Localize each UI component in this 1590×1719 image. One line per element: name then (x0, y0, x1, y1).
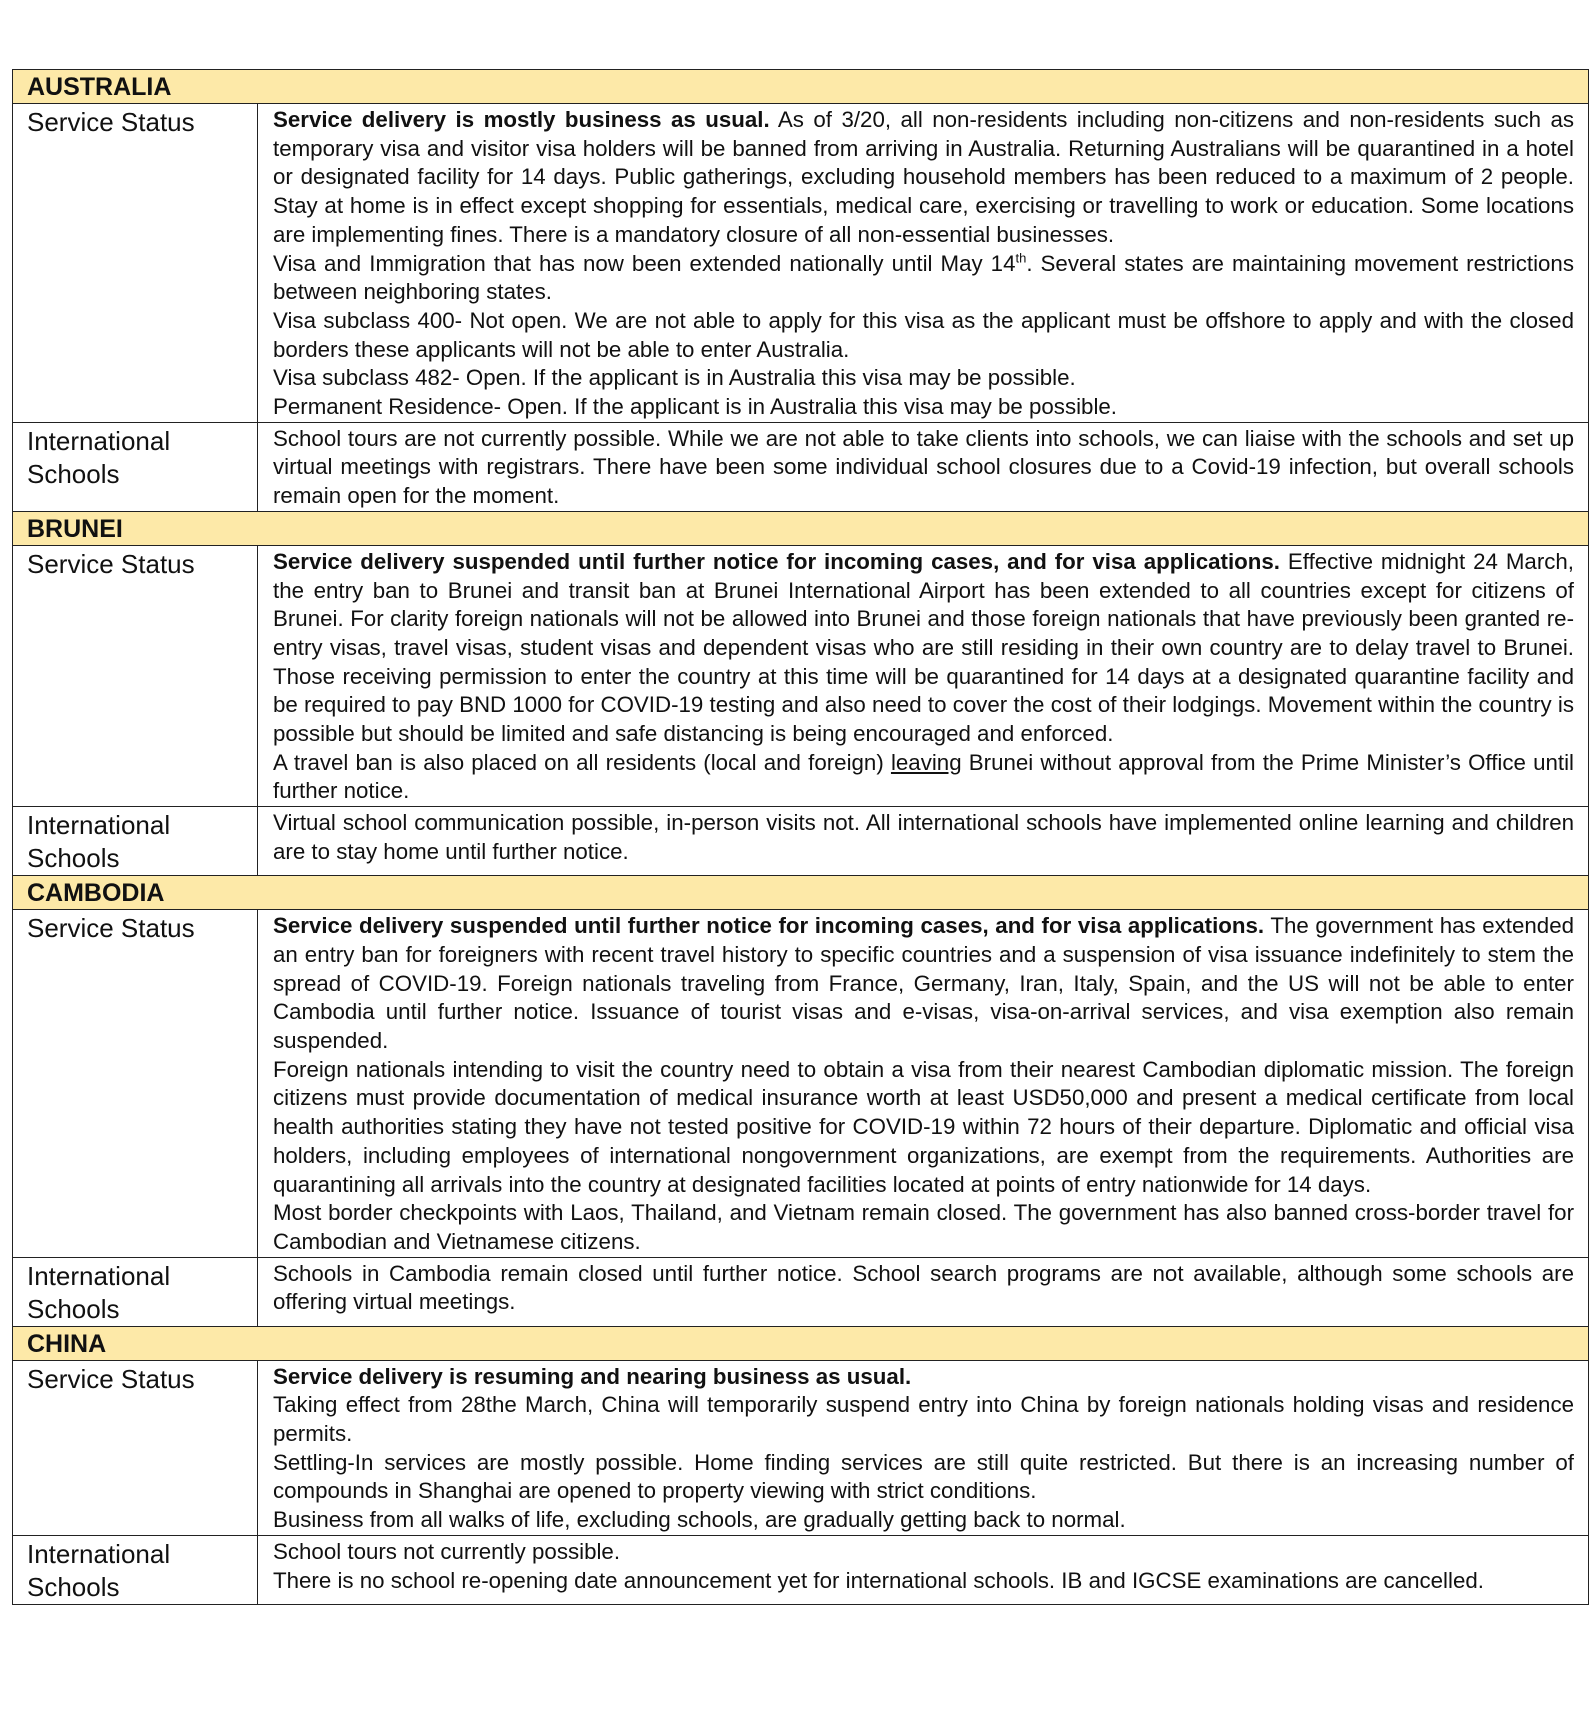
service-status-row (13, 1360, 1589, 1535)
paragraph: Visa subclass 482- Open. If the applicant is in Australia this visa may be possible. (273, 365, 1076, 391)
international-schools-text (258, 1257, 1589, 1326)
paragraph: Settling-In services are mostly possible. Home finding services are still quite restricted. But there is an increasing number of compounds in Shanghai are opened to property viewing with strict conditions. (273, 1449, 1574, 1504)
paragraph: Taking effect from 28the March, China will temporarily suspend entry into China by foreign nationals holding visas and residence permits. (273, 1392, 1574, 1447)
row-label-service-status: Service Status (13, 910, 258, 1257)
service-status-text (258, 1360, 1589, 1535)
paragraph: Schools in Cambodia remain closed until further notice. School search programs are not available, although some schools are offering virtual meetings. (273, 1260, 1574, 1315)
international-schools-text (258, 1535, 1589, 1604)
text-span: Visa and Immigration that has now been extended nationally until May 14 (273, 250, 1016, 276)
paragraph: There is no school re-opening date announcement yet for international schools. IB and IGCSE examinations are cancelled. (273, 1567, 1484, 1593)
country-header-row (13, 70, 1589, 104)
international-schools-text (258, 807, 1589, 876)
service-status-row (13, 910, 1589, 1257)
paragraph (273, 106, 1574, 250)
ordinal-suffix: th (1015, 250, 1027, 266)
paragraph (273, 250, 1574, 307)
international-schools-row (13, 807, 1589, 876)
country-name: CAMBODIA (13, 876, 1589, 910)
paragraph (273, 912, 1574, 1056)
country-name: AUSTRALIA (13, 70, 1589, 104)
paragraph: School tours are not currently possible. While we are not able to take clients into schools, we can liaise with the schools and set up virtual meetings with registrars. There have been some individual school closures due to a Covid-19 infection, but overall schools remain open for the moment. (273, 425, 1574, 509)
international-schools-row (13, 1257, 1589, 1326)
country-name: CHINA (13, 1326, 1589, 1360)
status-lead: Service delivery suspended until further notice for incoming cases, and for visa applications. (273, 913, 1265, 939)
text-span: The government has extended an entry ban for foreigners with recent travel history to specific countries and a suspension of visa issuance indefinitely to stem the spread of COVID-19. Foreign nationals traveling from France, Germany, Iran, Italy, Spain, and the US will not be able to enter Cambodia until further notice. Issuance of tourist visas and e-visas, visa-on-arrival services, and visa exemption also remain suspended. (273, 913, 1574, 1053)
service-status-text (258, 104, 1589, 423)
row-label-international-schools: International Schools (13, 1535, 258, 1604)
paragraph: Visa subclass 400- Not open. We are not able to apply for this visa as the applicant must be offshore to apply and with the closed borders these applicants will not be able to enter Australia. (273, 307, 1574, 362)
row-label-international-schools: International Schools (13, 807, 258, 876)
paragraph: Foreign nationals intending to visit the country need to obtain a visa from their nearest Cambodian diplomatic mission. The foreign citizens must provide documentation of medical insurance worth at least USD50,000 and present a medical certificate from local health authorities stating they have not tested positive for COVID-19 within 72 hours of their departure. Diplomatic and official visa holders, including employees of international nongovernment organizations, are exempt from the requirements. Authorities are quarantining all arrivals into the country at designated facilities located at points of entry nationwide for 14 days. (273, 1056, 1574, 1197)
text-span: . Several states are maintaining movement restrictions between neighboring states. (273, 250, 1574, 305)
status-lead: Service delivery is mostly business as usual. (273, 107, 770, 132)
paragraph: Virtual school communication possible, in-person visits not. All international schools have implemented online learning and children are to stay home until further notice. (273, 810, 1574, 864)
row-label-service-status: Service Status (13, 1360, 258, 1535)
row-label-service-status: Service Status (13, 545, 258, 806)
service-status-text (258, 545, 1589, 806)
status-lead: Service delivery suspended until further notice for incoming cases, and for visa applications. (273, 548, 1280, 574)
service-status-row (13, 545, 1589, 806)
international-schools-row (13, 1535, 1589, 1604)
row-label-international-schools: International Schools (13, 1257, 258, 1326)
paragraph: School tours not currently possible. (273, 1538, 621, 1564)
service-status-row (13, 104, 1589, 423)
underlined-word: leaving (890, 749, 962, 775)
country-name: BRUNEI (13, 511, 1589, 545)
international-schools-row (13, 422, 1589, 511)
text-span: Effective midnight 24 March, the entry ban to Brunei and transit ban at Brunei International Airport has been extended to all countries except for citizens of Brunei. For clarity foreign nationals will not be allowed into Brunei and those foreign nationals that have previously been granted re-entry visas, travel visas, student visas and dependent visas who are still residing in their own country are to delay travel to Brunei. Those receiving permission to enter the country at this time will be quarantined for 14 days at a designated quarantine facility and be required to pay BND 1000 for COVID-19 testing and also need to cover the cost of their lodgings. Movement within the country is possible but should be limited and safe distancing is being encouraged and enforced. (273, 548, 1574, 747)
text-span: A travel ban is also placed on all residents (local and foreign) (273, 749, 891, 775)
row-label-international-schools: International Schools (13, 422, 258, 511)
paragraph: Most border checkpoints with Laos, Thailand, and Vietnam remain closed. The government has also banned cross-border travel for Cambodian and Vietnamese citizens. (273, 1200, 1574, 1254)
service-status-text (258, 910, 1589, 1257)
paragraph: Permanent Residence- Open. If the applicant is in Australia this visa may be possible. (273, 394, 1118, 420)
country-header-row (13, 1326, 1589, 1360)
country-header-row (13, 511, 1589, 545)
text-span: Brunei without approval from the Prime Minister’s Office until further notice. (273, 749, 1575, 804)
country-header-row (13, 876, 1589, 910)
international-schools-text (258, 422, 1589, 511)
country-status-table (12, 69, 1589, 1605)
paragraph: Business from all walks of life, excluding schools, are gradually getting back to normal. (273, 1507, 1126, 1533)
paragraph (273, 548, 1574, 749)
paragraph (273, 749, 1574, 806)
text-span: As of 3/20, all non-residents including non-citizens and non-residents such as temporary visa and visitor visa holders will be banned from arriving in Australia. Returning Australians will be quarantined in a hotel or designated facility for 14 days. Public gatherings, excluding household members has been reduced to a maximum of 2 people. Stay at home is in effect except shopping for essentials, medical care, exercising or travelling to work or education. Some locations are implementing fines. There is a mandatory closure of all non-essential businesses. (273, 107, 1574, 247)
row-label-service-status: Service Status (13, 104, 258, 423)
status-lead: Service delivery is resuming and nearing business as usual. (273, 1363, 912, 1389)
